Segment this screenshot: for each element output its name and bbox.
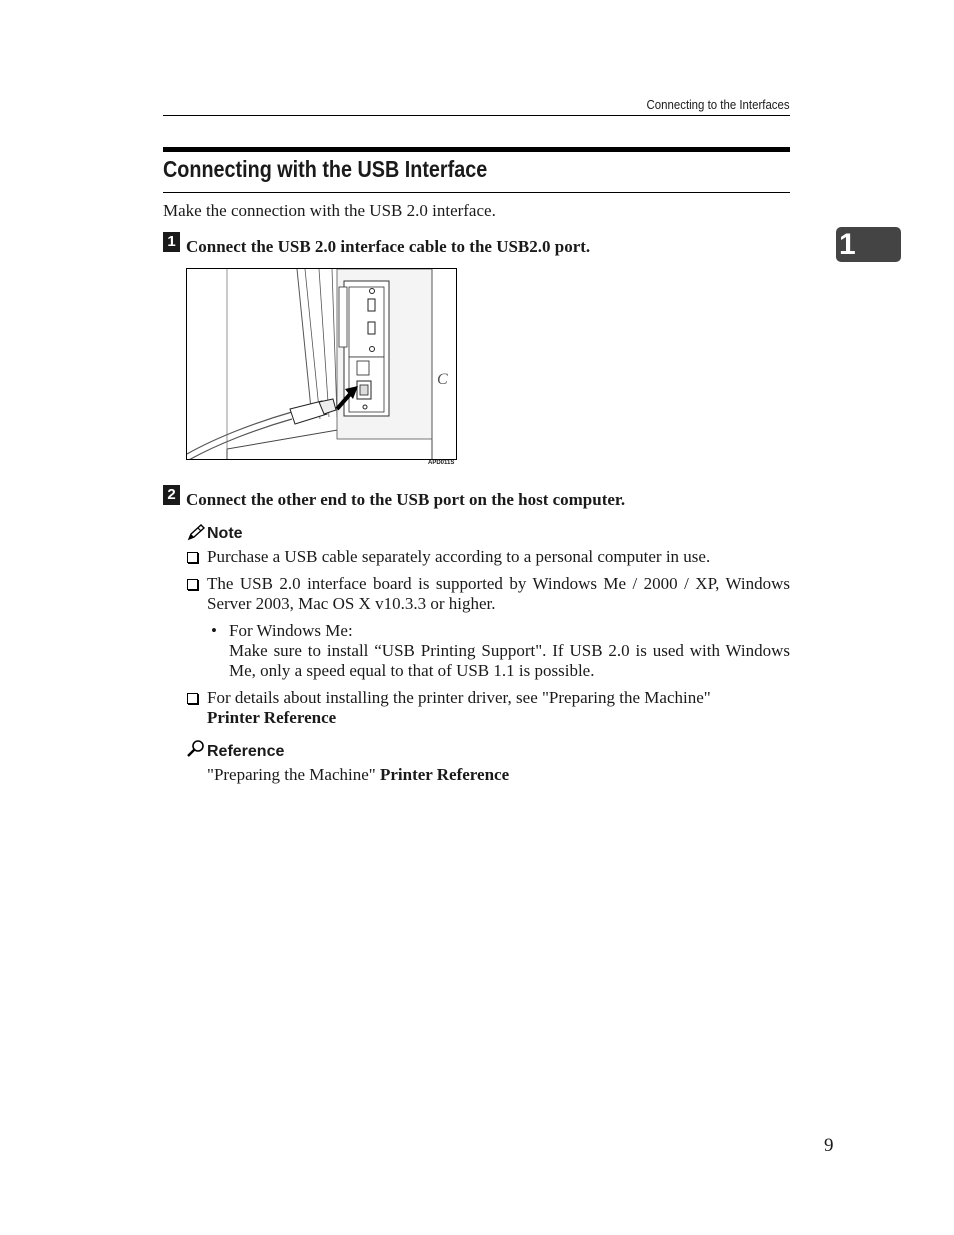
note-item-3: For details about installing the printer driver, see "Preparing the Machine" [207,688,711,707]
reference-bold: Printer Reference [379,765,510,784]
running-header-title: Connecting to the Interfaces [646,97,790,112]
note-item-3-reference: Printer Reference [207,708,337,727]
sub-bullet-title: For Windows Me: [229,621,353,640]
bullet-icon: • [211,621,217,640]
chapter-tab: 1 [836,227,901,262]
note-item-3-checkbox [187,693,198,704]
note-heading: Note [207,525,243,542]
note-item-1-checkbox [187,552,198,563]
note-item-1: Purchase a USB cable separately according to a personal computer in use. [207,547,711,566]
title-rule-top [163,147,790,152]
magnifier-icon [186,739,206,759]
usb-connection-illustration [186,268,457,460]
reference-text [207,765,509,785]
pencil-icon [186,523,206,543]
page-number: 9 [824,1135,834,1156]
svg-text:C: C [437,371,448,388]
figure-code: APD011S [428,460,455,466]
printer-usb-port-icon [187,269,457,460]
note-item-2-checkbox [187,579,198,590]
step-2-text: Connect the other end to the USB port on the host computer. [186,490,626,509]
step-1-badge: 1 [163,232,180,252]
section-title: Connecting with the USB Interface [163,156,488,182]
intro-paragraph: Make the connection with the USB 2.0 interface. [163,201,496,220]
running-header [163,96,790,116]
sub-bullet-text: Make sure to install “USB Printing Support". If USB 2.0 is used with Windows Me, only a speed equal to that of USB 1.1 is possible. [229,641,790,680]
step-2-badge: 2 [163,485,180,505]
note-item-2: The USB 2.0 interface board is supported by Windows Me / 2000 / XP, Windows Server 2003, Mac OS X v10.3.3 or higher. [207,574,790,613]
step-1-text: Connect the USB 2.0 interface cable to the USB2.0 port. [186,237,591,256]
reference-quote: "Preparing the Machine" [207,765,376,784]
title-rule-bottom [163,192,790,193]
reference-heading: Reference [207,743,285,760]
